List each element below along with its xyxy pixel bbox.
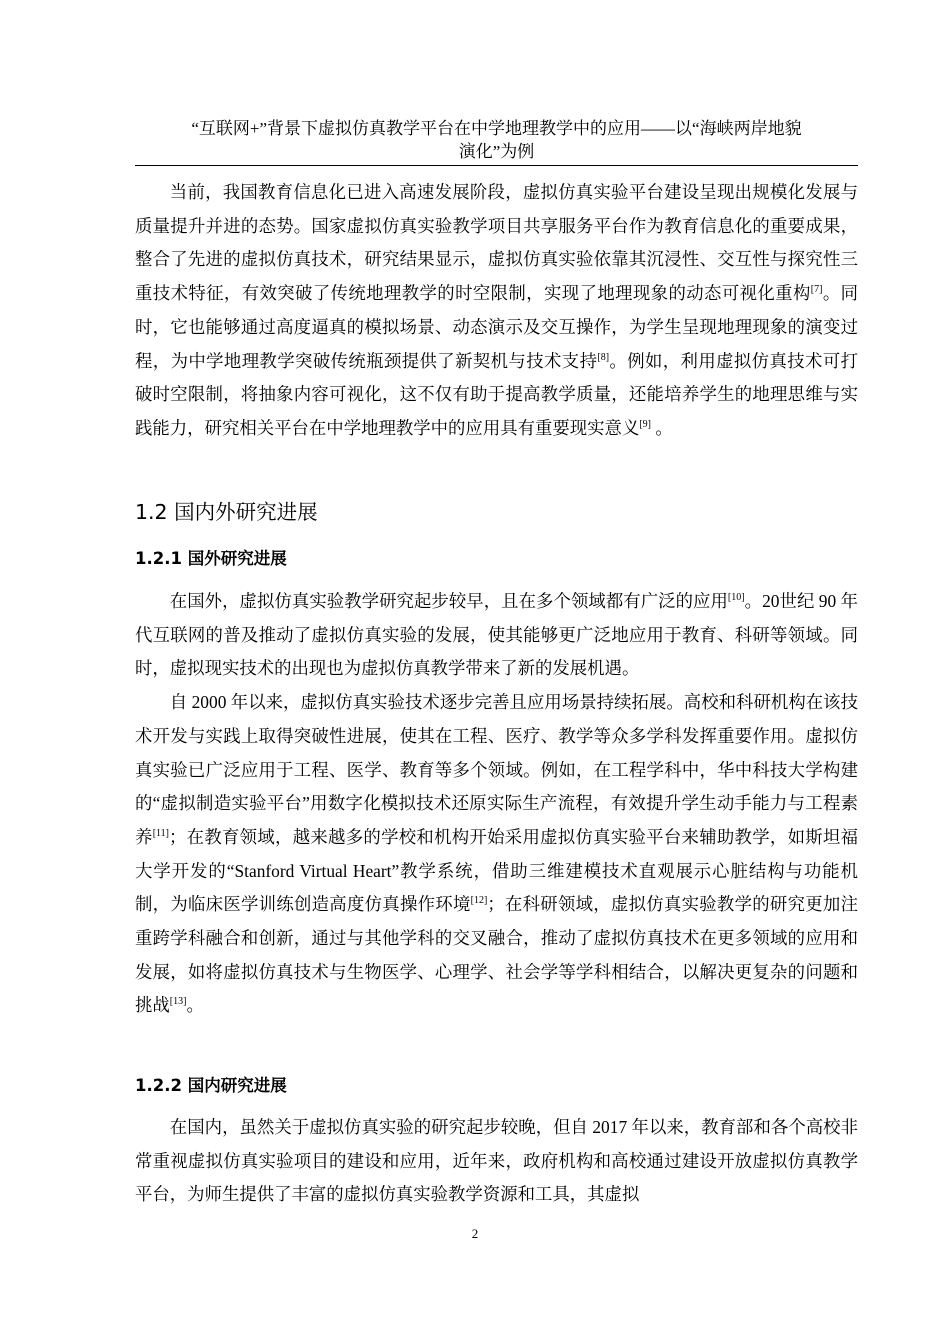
citation-7: [7] [810, 284, 823, 296]
citation-8: [8] [597, 351, 610, 363]
citation-9: [9] [639, 419, 652, 431]
foreign-research-paragraph-1: 在国外，虚拟仿真实验教学研究起步较早，且在多个领域都有广泛的应用[10]。20世纪 90 年代互联网的普及推动了虚拟仿真实验的发展，使其能够更广泛地应用于教育、科研等领域。同时，虚拟现实技术的出现也为虚拟仿真教学带来了新的发展机遇。 [135, 591, 858, 679]
page-number: 2 [471, 1226, 479, 1241]
running-header-line-1: “互联网+”背景下虚拟仿真教学平台在中学地理教学中的应用——以“海峡两岸地貌 [191, 119, 802, 138]
running-header [135, 117, 858, 166]
citation-13: [13] [169, 996, 187, 1008]
domestic-research-paragraph-1: 在国内，虽然关于虚拟仿真实验的研究起步较晚，但自 2017 年以来，教育部和各个高校非常重视虚拟仿真实验项目的建设和应用，近年来，政府机构和高校通过建设开放虚拟仿真教学平台，为师生提供了丰富的虚拟仿真实验教学资源和工具，其虚拟 [135, 1117, 858, 1205]
citation-12: [12] [470, 895, 488, 907]
citation-11: [11] [152, 828, 169, 840]
section-heading-1-2: 1.2 国内外研究进展 [135, 500, 318, 524]
foreign-research-paragraph-2: 自 2000 年以来，虚拟仿真实验技术逐步完善且应用场景持续拓展。高校和科研机构在该技术开发与实践上取得突破性进展，使其在工程、医疗、教学等众多学科发挥重要作用。虚拟仿真实验已广泛应用于工程、医学、教育等多个领域。例如，在工程学科中，华中科技大学构建的“虚拟制造实验平台”用数字化模拟技术还原实际生产流程，有效提升学生动手能力与工程素养[11]；在教育领域，越来越多的学校和机构开始采用虚拟仿真实验平台来辅助教学，如斯坦福大学开发的“Stanford Virtual Heart”教学系统，借助三维建模技术直观展示心脏结构与功能机制，为临床医学训练创造高度仿真操作环境[12]；在科研领域，虚拟仿真实验教学的研究更加注重跨学科融合和创新，通过与其他学科的交叉融合，推动了虚拟仿真技术在更多领域的应用和发展，如将虚拟仿真技术与生物医学、心理学、社会学等学科相结合，以解决更复杂的问题和挑战[13]。 [135, 692, 858, 1016]
running-header-line-2: 演化”为例 [458, 142, 535, 161]
intro-section [135, 176, 858, 446]
foreign-research-section [135, 585, 858, 1023]
intro-paragraph: 当前，我国教育信息化已进入高速发展阶段，虚拟仿真实验平台建设呈现出规模化发展与质量提升并进的态势。国家虚拟仿真实验教学项目共享服务平台作为教育信息化的重要成果，整合了先进的虚拟仿真技术，研究结果显示，虚拟仿真实验依靠其沉浸性、交互性与探究性三重技术特征，有效突破了传统地理教学的时空限制，实现了地理现象的动态可视化重构[7]。同时，它也能够通过高度逼真的模拟场景、动态演示及交互操作，为学生呈现地理现象的演变过程，为中学地理教学突破传统瓶颈提供了新契机与技术支持[8]。例如，利用虚拟仿真技术可打破时空限制，将抽象内容可视化，这不仅有助于提高教学质量，还能培养学生的地理思维与实践能力，研究相关平台在中学地理教学中的应用具有重要现实意义[9] 。 [135, 182, 858, 438]
section-heading-1-2-2: 1.2.2 国内研究进展 [135, 1076, 287, 1095]
domestic-research-section [135, 1111, 858, 1212]
section-heading-1-2-1: 1.2.1 国外研究进展 [135, 549, 287, 568]
citation-10: [10] [727, 592, 745, 604]
